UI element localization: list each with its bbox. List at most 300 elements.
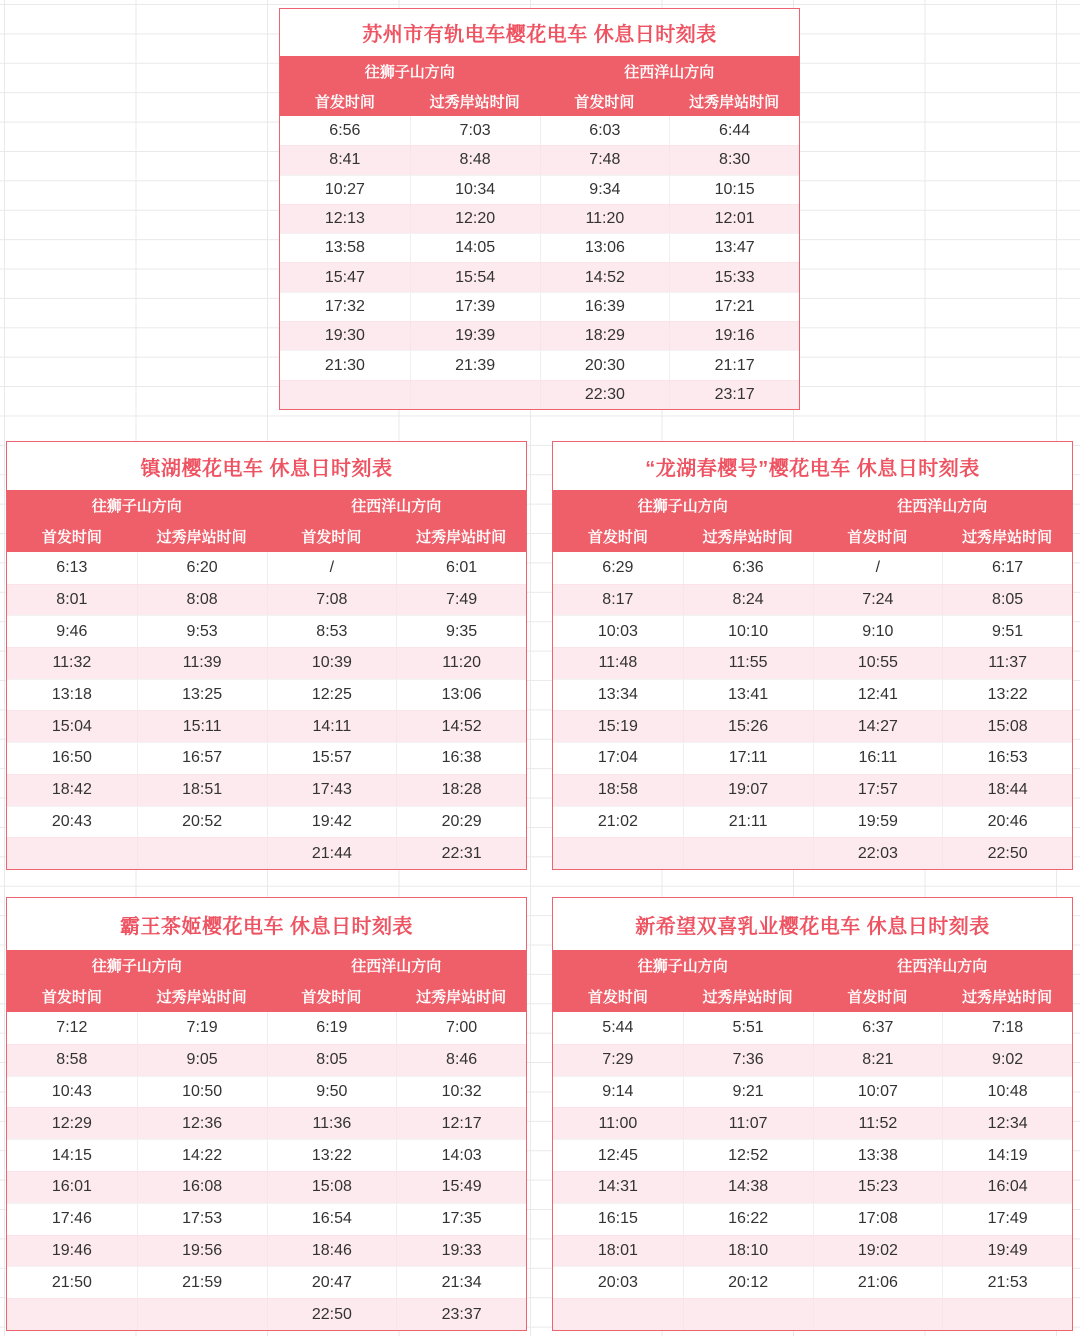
time-cell: 8:24 <box>732 591 764 609</box>
time-cell: 13:47 <box>669 234 799 262</box>
time-cell: 17:43 <box>311 781 352 799</box>
time-cell: 11:37 <box>988 654 1028 672</box>
direction-header-xiyangshan: 往西洋山方向 <box>897 498 988 515</box>
timetable-row <box>7 1203 526 1235</box>
time-cell <box>553 838 683 869</box>
table-title: “龙湖春樱号”樱花电车 休息日时刻表 <box>553 442 1072 490</box>
time-cell: 7:00 <box>396 1012 526 1044</box>
time-cell: 7:36 <box>732 1051 764 1069</box>
time-cell: 14:52 <box>441 717 482 735</box>
time-cell: 20:30 <box>540 351 670 379</box>
time-cell: 6:37 <box>813 1012 943 1044</box>
time-cell: 12:25 <box>267 680 397 711</box>
timetable-row <box>553 552 1072 584</box>
column-header-first-departure: 首发时间 <box>847 989 908 1006</box>
time-cell: 6:13 <box>56 558 88 576</box>
time-cell: 15:08 <box>987 717 1028 735</box>
time-cell: 19:02 <box>857 1241 898 1259</box>
timetable-xinxiwang-shuangxi-tram <box>552 897 1073 1331</box>
timetable-row <box>280 321 799 350</box>
time-cell: 15:04 <box>51 717 92 735</box>
time-cell: 21:39 <box>410 351 540 379</box>
time-cell: 9:46 <box>56 622 88 640</box>
timetable-row <box>7 1107 526 1139</box>
time-cell: 19:07 <box>728 781 769 799</box>
time-cell: 6:19 <box>267 1012 397 1044</box>
table-title: 霸王茶姬樱花电车 休息日时刻表 <box>7 898 526 950</box>
time-cell: 8:01 <box>56 591 88 609</box>
timetable-row <box>553 837 1072 869</box>
time-cell: 12:17 <box>441 1114 482 1132</box>
time-cell: 23:37 <box>441 1305 482 1323</box>
timetable-row <box>7 710 526 742</box>
timetable-row <box>553 1139 1072 1171</box>
timetable-row <box>7 679 526 711</box>
time-cell: 15:08 <box>311 1178 352 1196</box>
time-cell: 12:52 <box>683 1140 813 1171</box>
time-cell: 9:34 <box>540 176 670 204</box>
time-cell: 21:50 <box>51 1273 92 1291</box>
time-cell: 20:46 <box>942 807 1072 838</box>
time-cell: 8:48 <box>459 151 491 169</box>
time-cell: 9:10 <box>813 616 943 647</box>
time-cell <box>683 1299 813 1330</box>
time-cell: 19:16 <box>714 327 755 345</box>
time-cell: 19:30 <box>324 327 365 345</box>
timetable-row <box>553 742 1072 774</box>
time-cell: 5:44 <box>602 1018 634 1036</box>
time-cell: 9:14 <box>602 1082 634 1100</box>
timetable-row <box>280 145 799 174</box>
column-header-pass-xiuan: 过秀岸站时间 <box>962 989 1053 1006</box>
direction-header-row <box>7 950 526 981</box>
time-cell: 17:39 <box>410 293 540 321</box>
column-header-pass-xiuan: 过秀岸站时间 <box>156 989 247 1006</box>
direction-header-row <box>553 490 1072 521</box>
time-cell: 11:32 <box>52 654 92 672</box>
time-cell: 8:30 <box>719 151 751 169</box>
time-cell: 8:17 <box>602 591 634 609</box>
time-cell: 9:53 <box>137 616 267 647</box>
column-header-pass-xiuan: 过秀岸站时间 <box>702 989 793 1006</box>
timetable-row <box>7 837 526 869</box>
timetable-row <box>7 615 526 647</box>
timetable-row <box>7 552 526 584</box>
direction-header-row <box>280 56 799 86</box>
time-cell: 18:28 <box>441 781 482 799</box>
time-cell: 11:48 <box>598 654 638 672</box>
time-cell: 20:12 <box>683 1267 813 1298</box>
time-cell: 8:21 <box>862 1051 894 1069</box>
column-header-pass-xiuan: 过秀岸站时间 <box>156 529 247 546</box>
timetable-row <box>553 710 1072 742</box>
table-title: 镇湖樱花电车 休息日时刻表 <box>7 442 526 490</box>
time-cell: 11:52 <box>858 1114 898 1132</box>
time-cell: 15:49 <box>441 1178 482 1196</box>
timetable-row <box>280 380 799 409</box>
time-cell: 7:18 <box>942 1012 1072 1044</box>
time-cell: 20:29 <box>396 807 526 838</box>
time-cell: 14:05 <box>410 234 540 262</box>
time-cell <box>410 381 540 409</box>
time-cell: 17:53 <box>137 1204 267 1235</box>
time-cell: 19:42 <box>267 807 397 838</box>
direction-header-row <box>7 490 526 521</box>
table-title: 苏州市有轨电车樱花电车 休息日时刻表 <box>280 9 799 56</box>
time-cell: 14:11 <box>312 717 352 735</box>
time-cell <box>553 1299 683 1330</box>
time-cell: 13:38 <box>813 1140 943 1171</box>
direction-header-shizishan: 往狮子山方向 <box>91 498 182 515</box>
column-header-pass-xiuan: 过秀岸站时间 <box>702 529 793 546</box>
column-header-first-departure: 首发时间 <box>314 93 375 111</box>
time-cell: 9:50 <box>267 1077 397 1108</box>
time-cell: 13:58 <box>324 239 365 257</box>
time-cell <box>137 1299 267 1330</box>
timetable-row <box>553 1076 1072 1108</box>
time-cell: 14:38 <box>728 1178 769 1196</box>
time-cell: 8:41 <box>329 151 361 169</box>
time-cell: 14:22 <box>137 1140 267 1171</box>
time-cell: 7:24 <box>862 591 894 609</box>
column-header-pass-xiuan: 过秀岸站时间 <box>416 529 507 546</box>
time-cell: 11:36 <box>312 1114 352 1132</box>
time-cell: 17:04 <box>597 749 638 767</box>
time-cell: 6:17 <box>942 552 1072 584</box>
time-cell <box>280 381 410 409</box>
time-cell: 10:39 <box>311 654 352 672</box>
column-header-first-departure: 首发时间 <box>847 529 908 546</box>
time-cell: 22:50 <box>311 1305 352 1323</box>
time-cell: 17:08 <box>813 1204 943 1235</box>
time-cell: 16:53 <box>942 743 1072 774</box>
time-cell: 6:36 <box>683 552 813 584</box>
timetable-row <box>7 1266 526 1298</box>
timetable-row <box>7 806 526 838</box>
time-cell: 8:05 <box>316 1051 348 1069</box>
timetable-row <box>7 774 526 806</box>
time-cell: 7:03 <box>410 116 540 145</box>
time-cell: 15:57 <box>267 743 397 774</box>
direction-header-shizishan: 往狮子山方向 <box>91 958 182 975</box>
timetable-row <box>553 679 1072 711</box>
direction-header-xiyangshan: 往西洋山方向 <box>351 958 442 975</box>
time-cell: 22:30 <box>584 385 625 403</box>
time-cell: 16:04 <box>987 1178 1028 1196</box>
time-cell: 12:36 <box>182 1114 223 1132</box>
time-cell: 13:25 <box>137 680 267 711</box>
time-cell: 14:52 <box>584 268 625 286</box>
time-cell: 11:55 <box>728 654 768 672</box>
time-cell: 21:59 <box>137 1267 267 1298</box>
time-cell: 7:48 <box>589 151 621 169</box>
column-header-row <box>7 521 526 552</box>
time-cell: 12:45 <box>597 1146 638 1164</box>
time-cell: 17:35 <box>396 1204 526 1235</box>
time-cell: 21:02 <box>597 812 638 830</box>
time-cell: 13:22 <box>942 680 1072 711</box>
time-cell: 10:55 <box>857 654 898 672</box>
time-cell: 16:22 <box>683 1204 813 1235</box>
time-cell: 6:03 <box>540 116 670 145</box>
time-cell <box>683 838 813 869</box>
timetable-body <box>7 552 526 869</box>
timetable-body <box>280 116 799 409</box>
time-cell: 22:31 <box>441 844 482 862</box>
time-cell: 18:42 <box>51 781 92 799</box>
timetable-row <box>7 647 526 679</box>
column-header-first-departure: 首发时间 <box>587 529 648 546</box>
time-cell: 18:01 <box>597 1241 638 1259</box>
timetable-row <box>280 175 799 204</box>
table-title: 新希望双喜乳业樱花电车 休息日时刻表 <box>553 898 1072 950</box>
time-cell: 16:39 <box>540 293 670 321</box>
time-cell: 7:19 <box>137 1012 267 1044</box>
time-cell: 18:46 <box>311 1241 352 1259</box>
direction-header-shizishan: 往狮子山方向 <box>637 498 728 515</box>
time-cell: 8:53 <box>267 616 397 647</box>
time-cell: 17:21 <box>669 293 799 321</box>
timetable-row <box>7 584 526 616</box>
time-cell: 21:06 <box>813 1267 943 1298</box>
time-cell: 17:32 <box>324 297 365 315</box>
timetable-row <box>553 806 1072 838</box>
timetable-row <box>7 1076 526 1108</box>
time-cell: 13:06 <box>540 234 670 262</box>
time-cell: 9:21 <box>683 1077 813 1108</box>
direction-header-xiyangshan: 往西洋山方向 <box>897 958 988 975</box>
time-cell: 10:43 <box>51 1082 92 1100</box>
time-cell: 21:11 <box>683 807 813 838</box>
time-cell: 16:11 <box>813 743 943 774</box>
time-cell: 9:02 <box>992 1051 1024 1069</box>
time-cell: 12:29 <box>51 1114 92 1132</box>
time-cell: / <box>813 552 943 584</box>
time-cell: 11:20 <box>442 654 482 672</box>
timetable-row <box>7 1139 526 1171</box>
time-cell: 16:08 <box>182 1178 223 1196</box>
time-cell: 10:07 <box>813 1077 943 1108</box>
time-cell: 6:29 <box>602 558 634 576</box>
timetable-suzhou-city-tram <box>279 8 800 410</box>
timetable-body <box>7 1012 526 1330</box>
time-cell: 11:20 <box>585 210 625 228</box>
time-cell: 18:58 <box>597 781 638 799</box>
timetable-longhu-chunying-tram <box>552 441 1073 870</box>
time-cell: 18:10 <box>728 1241 769 1259</box>
time-cell: 16:54 <box>267 1204 397 1235</box>
time-cell: 13:18 <box>51 686 92 704</box>
timetable-row <box>553 584 1072 616</box>
timetable-body <box>553 1012 1072 1330</box>
time-cell: 18:51 <box>182 781 223 799</box>
timetable-row <box>553 1298 1072 1330</box>
time-cell: 8:08 <box>186 591 218 609</box>
column-header-first-departure: 首发时间 <box>587 989 648 1006</box>
timetable-row <box>280 262 799 291</box>
time-cell: 18:44 <box>987 781 1028 799</box>
timetable-row <box>280 350 799 379</box>
timetable-row <box>280 116 799 145</box>
time-cell: 15:47 <box>324 268 365 286</box>
time-cell: 21:44 <box>311 844 352 862</box>
time-cell <box>7 838 137 869</box>
timetable-row <box>280 233 799 262</box>
timetable-bawang-chaji-tram <box>6 897 527 1331</box>
column-header-row <box>7 981 526 1012</box>
time-cell: 16:57 <box>137 743 267 774</box>
time-cell <box>942 1299 1072 1330</box>
timetable-row <box>7 1012 526 1044</box>
time-cell: 8:05 <box>992 591 1024 609</box>
time-cell: 13:06 <box>396 680 526 711</box>
time-cell: 14:31 <box>597 1178 638 1196</box>
timetable-row <box>280 292 799 321</box>
time-cell: 23:17 <box>714 385 755 403</box>
time-cell: 14:19 <box>942 1140 1072 1171</box>
timetable-row <box>7 1171 526 1203</box>
time-cell: 16:38 <box>396 743 526 774</box>
time-cell: 10:03 <box>597 622 638 640</box>
direction-header-shizishan: 往狮子山方向 <box>637 958 728 975</box>
direction-header-row <box>553 950 1072 981</box>
timetable-zhenhu-tram <box>6 441 527 870</box>
time-cell <box>7 1299 137 1330</box>
time-cell: 12:13 <box>324 210 365 228</box>
direction-header-xiyangshan: 往西洋山方向 <box>351 498 442 515</box>
column-header-first-departure: 首发时间 <box>301 529 362 546</box>
timetable-row <box>553 1266 1072 1298</box>
time-cell: 16:15 <box>597 1210 638 1228</box>
timetable-row <box>280 204 799 233</box>
time-cell: 10:15 <box>669 176 799 204</box>
time-cell: 13:22 <box>267 1140 397 1171</box>
time-cell: 12:34 <box>987 1114 1028 1132</box>
time-cell: 19:56 <box>182 1241 223 1259</box>
time-cell: 5:51 <box>683 1012 813 1044</box>
time-cell: 15:54 <box>455 268 496 286</box>
time-cell: 12:41 <box>813 680 943 711</box>
timetable-row <box>7 1235 526 1267</box>
time-cell: 21:17 <box>669 351 799 379</box>
time-cell: 20:52 <box>137 807 267 838</box>
time-cell: 13:34 <box>597 686 638 704</box>
time-cell: 17:11 <box>683 743 813 774</box>
time-cell: 10:34 <box>410 176 540 204</box>
time-cell: / <box>267 552 397 584</box>
time-cell: 10:10 <box>683 616 813 647</box>
time-cell: 9:05 <box>186 1051 218 1069</box>
timetable-row <box>7 1044 526 1076</box>
timetable-row <box>553 1235 1072 1267</box>
column-header-pass-xiuan: 过秀岸站时间 <box>416 989 507 1006</box>
time-cell: 18:29 <box>584 327 625 345</box>
column-header-row <box>553 981 1072 1012</box>
timetable-row <box>553 1107 1072 1139</box>
time-cell: 19:49 <box>987 1241 1028 1259</box>
column-header-row <box>280 86 799 116</box>
time-cell: 7:12 <box>56 1018 88 1036</box>
time-cell: 8:58 <box>56 1051 88 1069</box>
time-cell: 21:34 <box>396 1267 526 1298</box>
time-cell: 21:30 <box>324 356 365 374</box>
time-cell: 19:46 <box>51 1241 92 1259</box>
time-cell: 15:26 <box>728 717 769 735</box>
time-cell: 10:27 <box>324 180 365 198</box>
timetable-row <box>553 1044 1072 1076</box>
time-cell: 15:19 <box>597 717 638 735</box>
time-cell: 14:27 <box>857 717 898 735</box>
time-cell: 12:01 <box>714 210 755 228</box>
time-cell: 19:59 <box>813 807 943 838</box>
time-cell: 17:57 <box>857 781 898 799</box>
time-cell: 22:03 <box>857 844 898 862</box>
column-header-first-departure: 首发时间 <box>41 989 102 1006</box>
direction-header-xiyangshan: 往西洋山方向 <box>624 63 715 81</box>
time-cell: 6:44 <box>669 116 799 145</box>
time-cell: 6:01 <box>396 552 526 584</box>
time-cell: 17:49 <box>942 1204 1072 1235</box>
time-cell: 19:33 <box>441 1241 482 1259</box>
time-cell: 17:46 <box>51 1210 92 1228</box>
time-cell: 20:47 <box>267 1267 397 1298</box>
time-cell <box>813 1299 943 1330</box>
time-cell: 9:35 <box>396 616 526 647</box>
time-cell: 6:20 <box>137 552 267 584</box>
time-cell: 20:43 <box>51 812 92 830</box>
time-cell: 7:08 <box>316 591 348 609</box>
timetable-row <box>7 742 526 774</box>
time-cell: 16:50 <box>51 749 92 767</box>
column-header-first-departure: 首发时间 <box>41 529 102 546</box>
time-cell: 15:11 <box>182 717 222 735</box>
column-header-pass-xiuan: 过秀岸站时间 <box>689 93 780 111</box>
time-cell: 16:01 <box>51 1178 92 1196</box>
time-cell: 14:15 <box>51 1146 92 1164</box>
time-cell: 8:46 <box>446 1051 478 1069</box>
time-cell: 10:50 <box>137 1077 267 1108</box>
time-cell: 12:20 <box>455 210 496 228</box>
time-cell: 19:39 <box>455 327 496 345</box>
time-cell: 13:41 <box>683 680 813 711</box>
column-header-first-departure: 首发时间 <box>574 93 635 111</box>
timetable-row <box>553 1203 1072 1235</box>
time-cell: 15:23 <box>857 1178 898 1196</box>
column-header-pass-xiuan: 过秀岸站时间 <box>429 93 520 111</box>
time-cell: 7:29 <box>602 1051 634 1069</box>
time-cell: 15:33 <box>714 268 755 286</box>
direction-header-shizishan: 往狮子山方向 <box>364 63 455 81</box>
timetable-row <box>553 1171 1072 1203</box>
column-header-first-departure: 首发时间 <box>301 989 362 1006</box>
timetable-row <box>553 774 1072 806</box>
time-cell: 9:51 <box>942 616 1072 647</box>
time-cell: 10:48 <box>942 1077 1072 1108</box>
timetable-row <box>7 1298 526 1330</box>
time-cell: 14:03 <box>396 1140 526 1171</box>
timetable-body <box>553 552 1072 869</box>
timetable-row <box>553 615 1072 647</box>
time-cell: 22:50 <box>987 844 1028 862</box>
time-cell: 7:49 <box>446 591 478 609</box>
timetable-row <box>553 1012 1072 1044</box>
time-cell <box>137 838 267 869</box>
time-cell: 10:32 <box>396 1077 526 1108</box>
time-cell: 21:53 <box>942 1267 1072 1298</box>
timetable-row <box>553 647 1072 679</box>
time-cell: 20:03 <box>597 1273 638 1291</box>
time-cell: 11:00 <box>598 1114 638 1132</box>
